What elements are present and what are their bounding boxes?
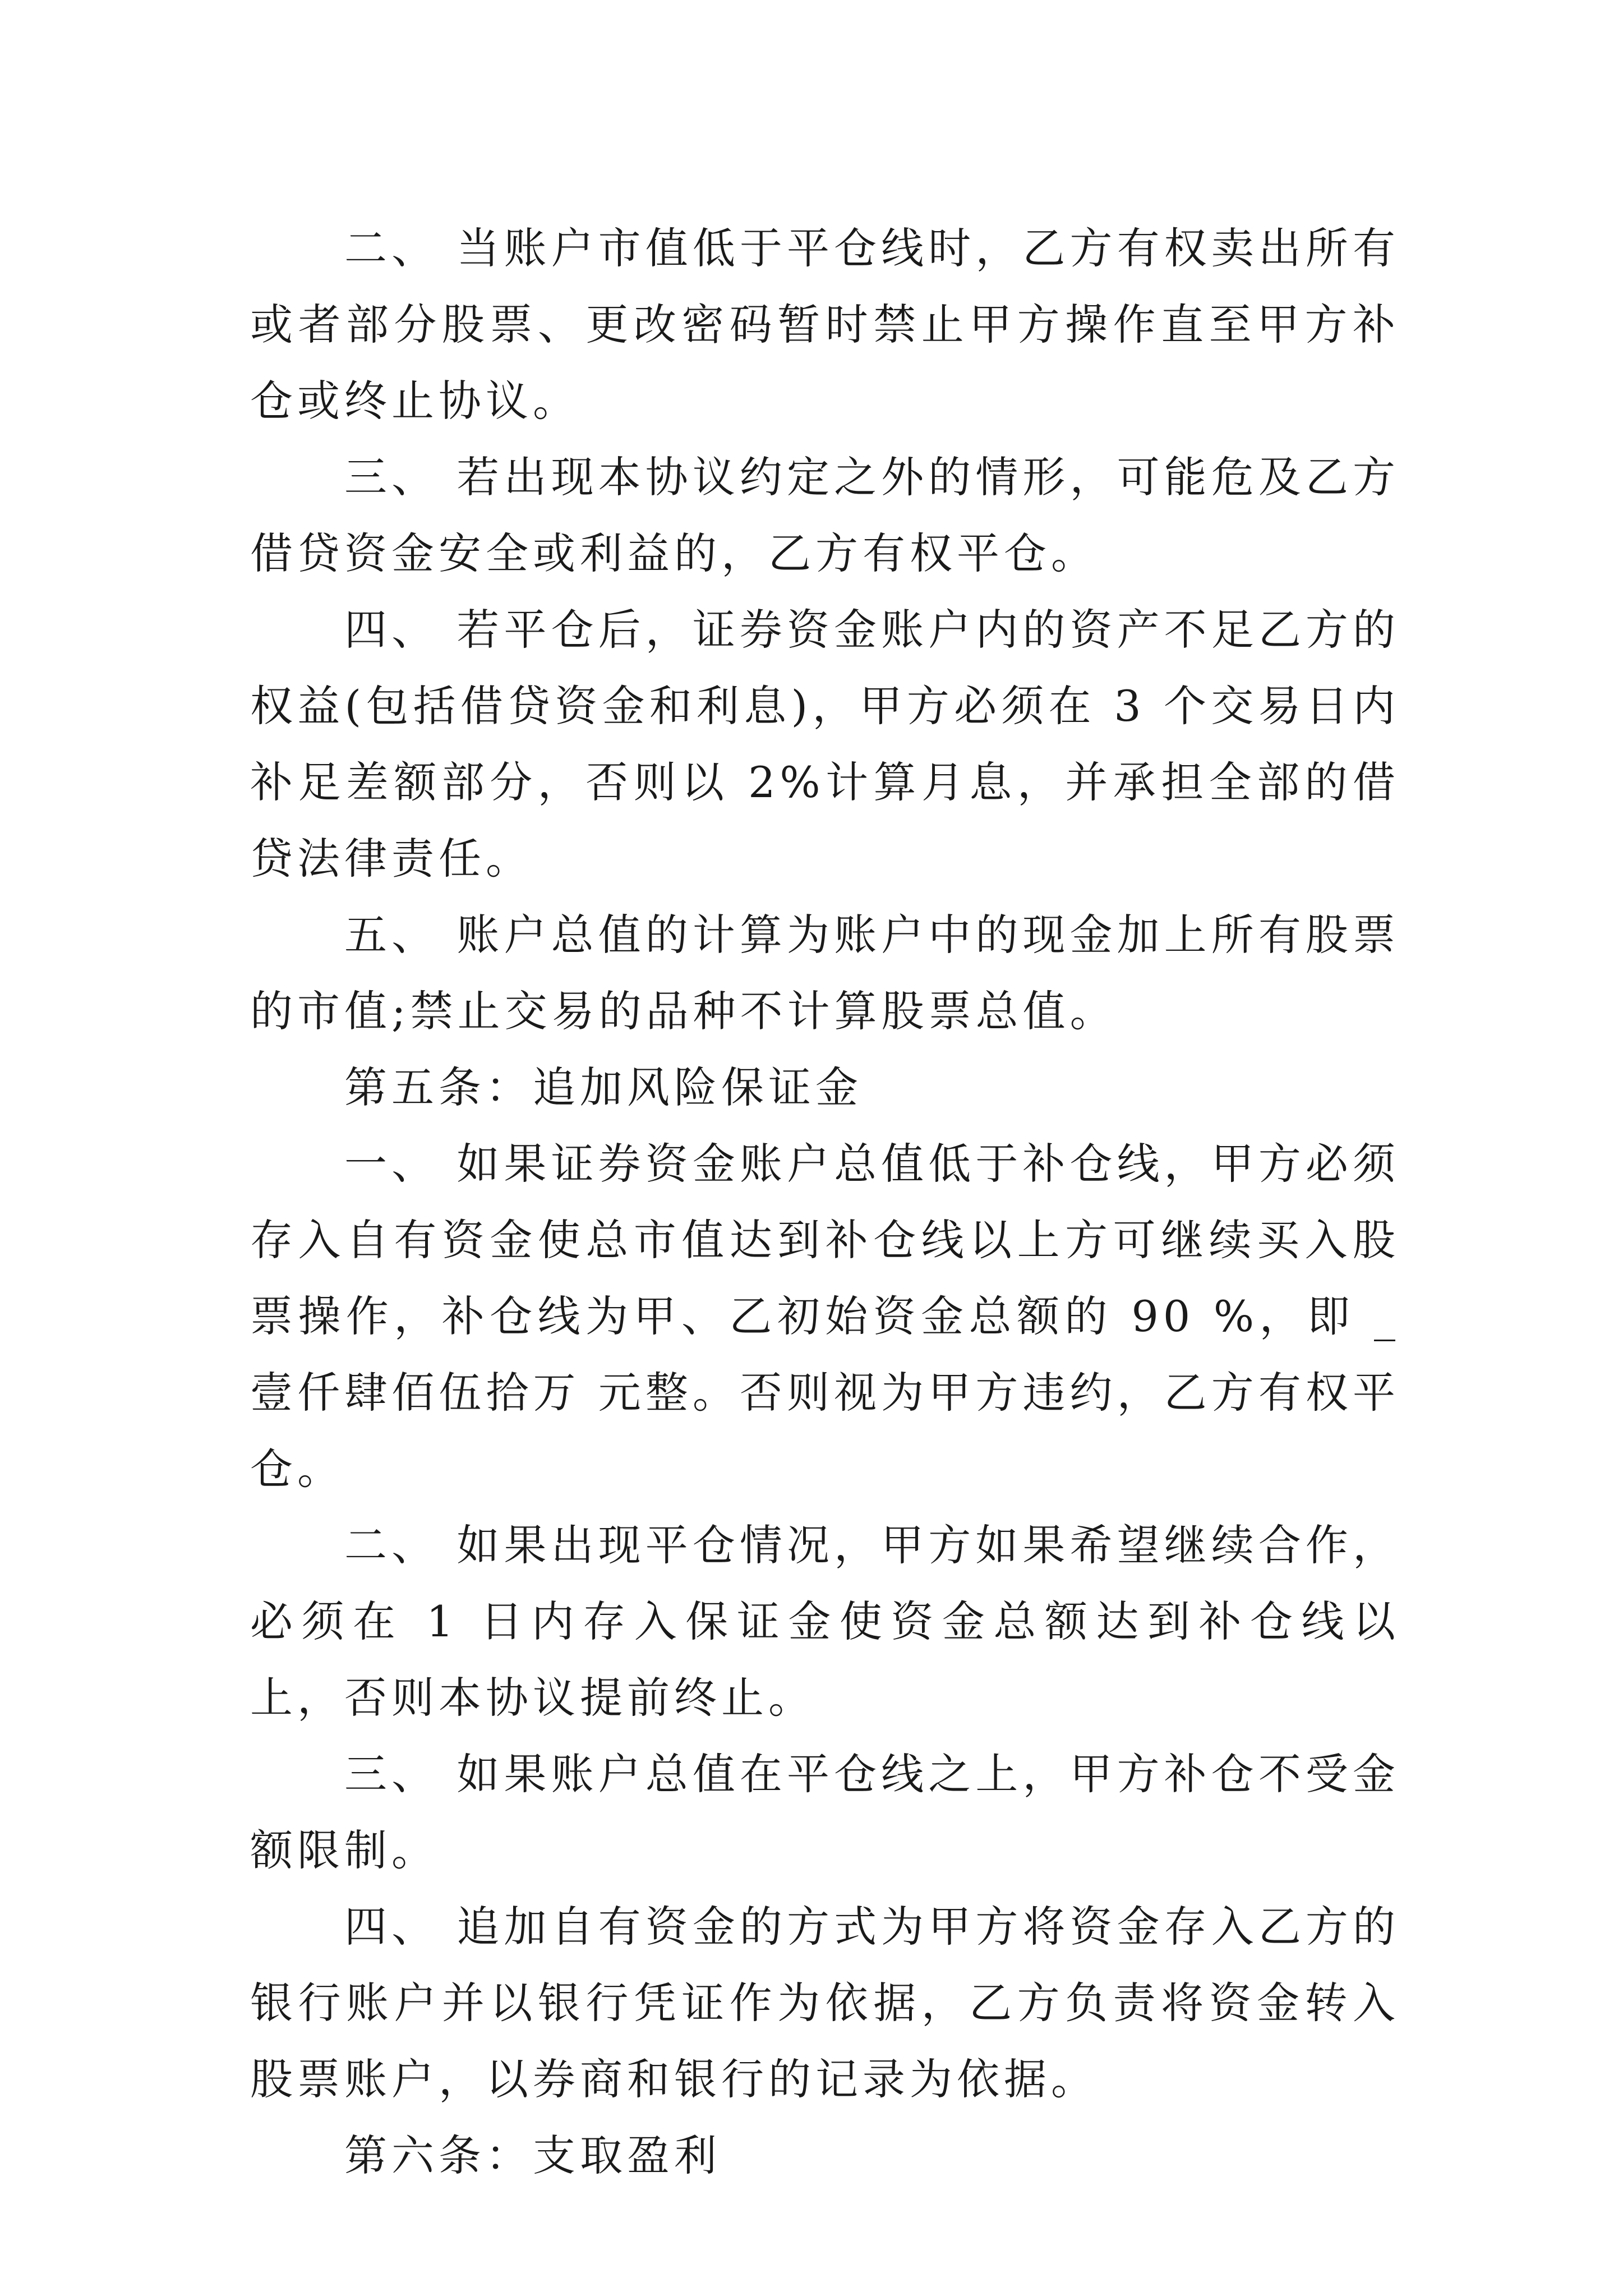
clause-paragraph: 三、 若出现本协议约定之外的情形，可能危及乙方借贷资金安全或利益的，乙方有权平仓。 [250,452,1400,578]
clause-paragraph: 四、 追加自有资金的方式为甲方将资金存入乙方的银行账户并以银行凭证作为依据，乙方负责将资金转入股票账户，以券商和银行的记录为依据。 [250,1902,1400,2104]
clause-paragraph: 二、 当账户市值低于平仓线时，乙方有权卖出所有或者部分股票、更改密码暂时禁止甲方操作直至甲方补仓或终止协议。 [250,223,1400,426]
document-body [250,210,1400,2194]
clause-paragraph: 四、 若平仓后，证券资金账户内的资产不足乙方的权益(包括借贷资金和利息)，甲方必须在 3 个交易日内补足差额部分，否则以 2%计算月息，并承担全部的借贷法律责任。 [250,605,1400,884]
clause-paragraph: 二、 如果出现平仓情况，甲方如果希望继续合作，必须在 1 日内存入保证金使资金总额达到补仓线以上，否则本协议提前终止。 [250,1520,1400,1723]
clause-paragraph: 五、 账户总值的计算为账户中的现金加上所有股票的市值;禁止交易的品种不计算股票总值。 [250,910,1400,1036]
article-heading: 第六条：支取盈利 [344,2131,721,2180]
article-heading: 第五条：追加风险保证金 [344,1062,863,1112]
clause-paragraph: 三、 如果账户总值在平仓线之上，甲方补仓不受金额限制。 [250,1749,1400,1875]
clause-paragraph: 一、 如果证券资金账户总值低于补仓线，甲方必须存入自有资金使总市值达到补仓线以上方可继续买入股票操作，补仓线为甲、乙初始资金总额的 90 %，即 _壹仟肆佰伍拾万 元整。否则视为甲方违约，乙方有权平仓。 [250,1139,1400,1494]
